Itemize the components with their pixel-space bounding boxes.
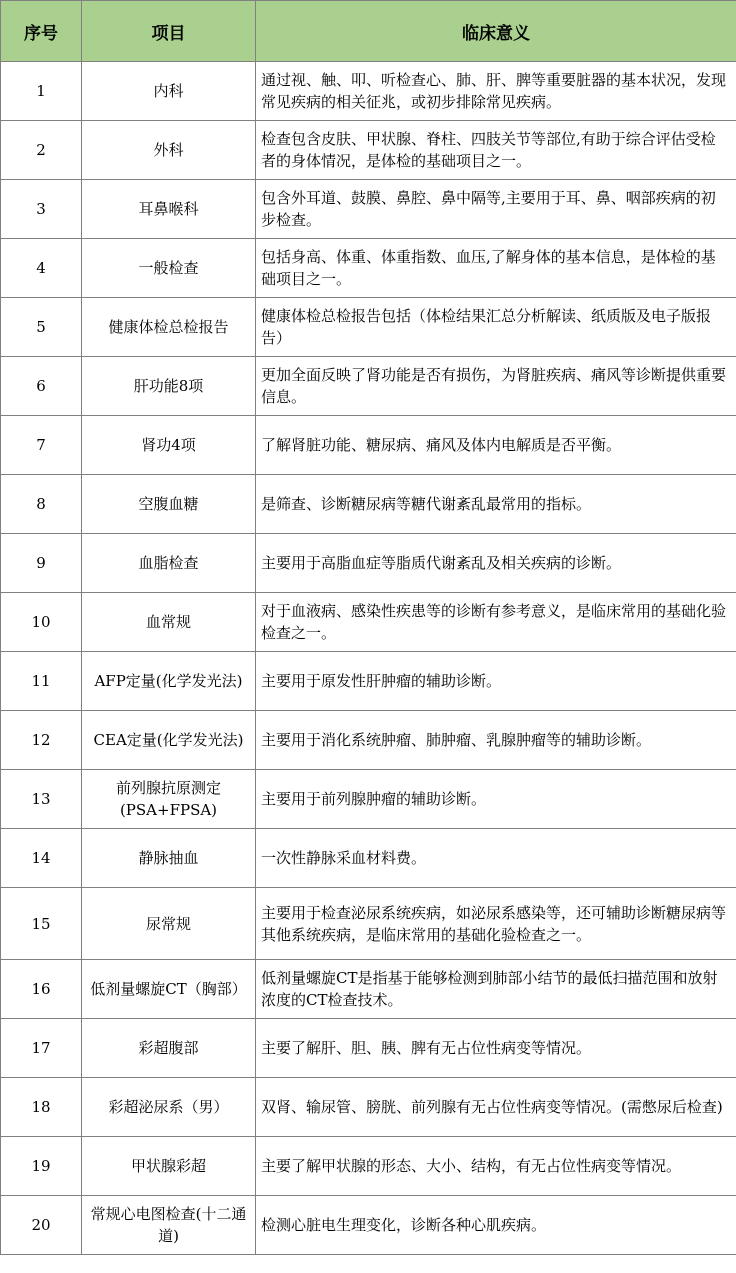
table-row (1, 1196, 736, 1255)
row-number: 14 (1, 829, 82, 888)
row-item: 血脂检查 (82, 534, 256, 593)
table-row (1, 121, 736, 180)
row-meaning: 主要用于检查泌尿系统疾病，如泌尿系感染等，还可辅助诊断糖尿病等其他系统疾病，是临床常用的基础化验检查之一。 (256, 888, 736, 960)
row-meaning: 低剂量螺旋CT是指基于能够检测到肺部小结节的最低扫描范围和放射浓度的CT检查技术。 (256, 960, 736, 1019)
row-item: 甲状腺彩超 (82, 1137, 256, 1196)
row-meaning: 主要用于高脂血症等脂质代谢紊乱及相关疾病的诊断。 (256, 534, 736, 593)
row-meaning: 主要用于消化系统肿瘤、肺肿瘤、乳腺肿瘤等的辅助诊断。 (256, 711, 736, 770)
row-meaning: 主要了解肝、胆、胰、脾有无占位性病变等情况。 (256, 1019, 736, 1078)
row-number: 15 (1, 888, 82, 960)
row-item: CEA定量(化学发光法) (82, 711, 256, 770)
table-row (1, 298, 736, 357)
row-number: 17 (1, 1019, 82, 1078)
table-row (1, 593, 736, 652)
table-row (1, 652, 736, 711)
row-meaning: 包含外耳道、鼓膜、鼻腔、鼻中隔等,主要用于耳、鼻、咽部疾病的初步检查。 (256, 180, 736, 239)
row-item: 内科 (82, 62, 256, 121)
row-number: 3 (1, 180, 82, 239)
row-meaning: 了解肾脏功能、糖尿病、痛风及体内电解质是否平衡。 (256, 416, 736, 475)
table-row (1, 1137, 736, 1196)
row-meaning: 一次性静脉采血材料费。 (256, 829, 736, 888)
row-item: 肾功4项 (82, 416, 256, 475)
row-item: 空腹血糖 (82, 475, 256, 534)
row-number: 4 (1, 239, 82, 298)
row-meaning: 健康体检总检报告包括（体检结果汇总分析解读、纸质版及电子版报告） (256, 298, 736, 357)
row-meaning: 更加全面反映了肾功能是否有损伤，为肾脏疾病、痛风等诊断提供重要信息。 (256, 357, 736, 416)
table-row (1, 239, 736, 298)
row-number: 2 (1, 121, 82, 180)
row-number: 18 (1, 1078, 82, 1137)
row-meaning: 通过视、触、叩、听检查心、肺、肝、脾等重要脏器的基本状况，发现常见疾病的相关征兆，或初步排除常见疾病。 (256, 62, 736, 121)
table-row (1, 1019, 736, 1078)
row-item: 彩超泌尿系（男） (82, 1078, 256, 1137)
row-number: 10 (1, 593, 82, 652)
row-number: 19 (1, 1137, 82, 1196)
row-number: 11 (1, 652, 82, 711)
table-body (1, 62, 736, 1255)
row-item: 健康体检总检报告 (82, 298, 256, 357)
row-number: 5 (1, 298, 82, 357)
table-row (1, 534, 736, 593)
row-item: 彩超腹部 (82, 1019, 256, 1078)
row-item: 低剂量螺旋CT（胸部） (82, 960, 256, 1019)
table-row (1, 62, 736, 121)
row-number: 16 (1, 960, 82, 1019)
header-meaning: 临床意义 (256, 1, 736, 62)
row-meaning: 检查包含皮肤、甲状腺、脊柱、四肢关节等部位,有助于综合评估受检者的身体情况，是体检的基础项目之一。 (256, 121, 736, 180)
table-row (1, 888, 736, 960)
row-item: 静脉抽血 (82, 829, 256, 888)
row-meaning: 是筛查、诊断糖尿病等糖代谢紊乱最常用的指标。 (256, 475, 736, 534)
row-item: 血常规 (82, 593, 256, 652)
row-number: 20 (1, 1196, 82, 1255)
table-row (1, 960, 736, 1019)
row-number: 7 (1, 416, 82, 475)
row-item: 一般检查 (82, 239, 256, 298)
row-number: 12 (1, 711, 82, 770)
table-row (1, 180, 736, 239)
row-number: 9 (1, 534, 82, 593)
row-item: 肝功能8项 (82, 357, 256, 416)
row-item: 常规心电图检查(十二通道) (82, 1196, 256, 1255)
header-no: 序号 (1, 1, 82, 62)
row-meaning: 主要了解甲状腺的形态、大小、结构，有无占位性病变等情况。 (256, 1137, 736, 1196)
row-meaning: 双肾、输尿管、膀胱、前列腺有无占位性病变等情况。(需憋尿后检查) (256, 1078, 736, 1137)
row-meaning: 主要用于原发性肝肿瘤的辅助诊断。 (256, 652, 736, 711)
table-row (1, 1078, 736, 1137)
row-item: 耳鼻喉科 (82, 180, 256, 239)
header-row (1, 1, 736, 62)
row-item: 前列腺抗原测定(PSA+FPSA) (82, 770, 256, 829)
table-row (1, 475, 736, 534)
table-row (1, 770, 736, 829)
table-row (1, 829, 736, 888)
table-row (1, 416, 736, 475)
row-item: 尿常规 (82, 888, 256, 960)
row-number: 13 (1, 770, 82, 829)
table-row (1, 357, 736, 416)
row-number: 6 (1, 357, 82, 416)
row-number: 8 (1, 475, 82, 534)
row-meaning: 检测心脏电生理变化，诊断各种心肌疾病。 (256, 1196, 736, 1255)
row-number: 1 (1, 62, 82, 121)
row-item: AFP定量(化学发光法) (82, 652, 256, 711)
row-meaning: 包括身高、体重、体重指数、血压,了解身体的基本信息，是体检的基础项目之一。 (256, 239, 736, 298)
table-row (1, 711, 736, 770)
row-meaning: 对于血液病、感染性疾患等的诊断有参考意义，是临床常用的基础化验检查之一。 (256, 593, 736, 652)
row-meaning: 主要用于前列腺肿瘤的辅助诊断。 (256, 770, 736, 829)
row-item: 外科 (82, 121, 256, 180)
header-item: 项目 (82, 1, 256, 62)
